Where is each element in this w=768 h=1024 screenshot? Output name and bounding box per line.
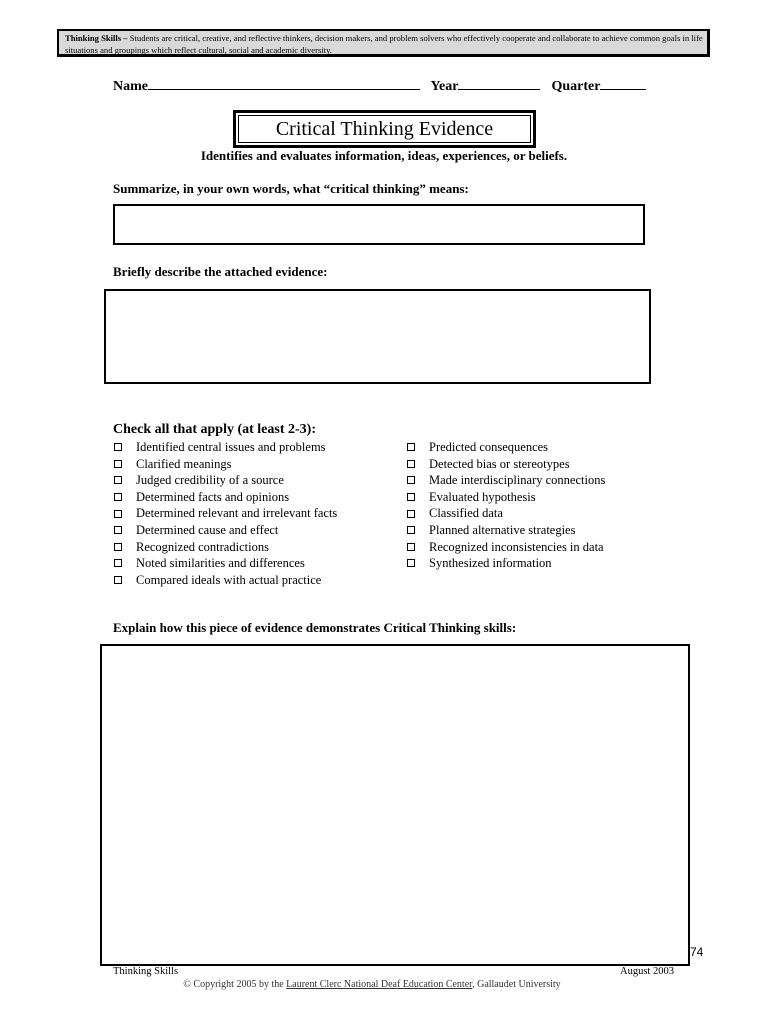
checklist-item[interactable] [406, 472, 605, 489]
checkbox-icon[interactable] [407, 443, 415, 451]
checklist-item-label: Determined facts and opinions [136, 489, 290, 504]
checklist-item-label: Noted similarities and differences [136, 556, 305, 571]
page-number: 74 [690, 945, 704, 959]
year-label: Year [430, 79, 459, 94]
checklist-item-label: Detected bias or stereotypes [429, 456, 570, 471]
checkbox-icon[interactable] [407, 510, 415, 518]
checkbox-icon[interactable] [407, 460, 415, 468]
year-field[interactable] [458, 76, 540, 90]
title-box [233, 110, 536, 148]
checklist-item[interactable] [113, 555, 337, 572]
checklist-item-label: Identified central issues and problems [136, 440, 326, 454]
checklist-item[interactable] [113, 439, 337, 456]
checklist-item-label: Recognized inconsistencies in data [429, 539, 604, 554]
banner-heading: Thinking Skills [65, 33, 122, 43]
checklist-item[interactable] [113, 522, 337, 539]
checklist-item-label: Predicted consequences [429, 440, 549, 454]
checklist-heading: Check all that apply (at least 2-3): [113, 422, 316, 437]
quarter-label: Quarter [551, 79, 601, 94]
checklist-item[interactable] [406, 539, 605, 556]
checkbox-icon[interactable] [407, 526, 415, 534]
checklist-item[interactable] [406, 456, 605, 473]
name-label: Name [113, 79, 148, 94]
checklist-item[interactable] [113, 489, 337, 506]
page-title: Critical Thinking Evidence [238, 115, 531, 143]
checklist-item-label: Planned alternative strategies [429, 522, 576, 537]
checklist-item[interactable] [113, 456, 337, 473]
checklist-item[interactable] [113, 572, 337, 589]
checklist-item[interactable] [406, 439, 605, 456]
checklist-item-label: Compared ideals with actual practice [136, 572, 322, 587]
checklist-item[interactable] [113, 472, 337, 489]
checkbox-icon[interactable] [114, 510, 122, 518]
checklist-item-label: Made interdisciplinary connections [429, 473, 606, 488]
checklist-item[interactable] [113, 505, 337, 522]
checklist-item[interactable] [406, 522, 605, 539]
checklist-item-label: Determined cause and effect [136, 522, 279, 537]
checklist-item[interactable] [406, 489, 605, 506]
banner-dash: – [121, 33, 130, 43]
checklist-item-label: Classified data [429, 506, 503, 521]
checklist-item-label: Evaluated hypothesis [429, 489, 536, 504]
checkbox-icon[interactable] [114, 443, 122, 451]
thinking-skills-banner [57, 29, 710, 57]
checklist-item-label: Synthesized information [429, 556, 552, 571]
banner-text: Students are critical, creative, and reflective thinkers, decision makers, and problem solvers who effectively cooperate and collaborate to achieve common goals in life situations and groupings which reflect cultural, social and academic diversity. [65, 33, 703, 55]
checklist-item-label: Judged credibility of a source [136, 473, 284, 488]
page-subtitle: Identifies and evaluates information, ideas, experiences, or beliefs. [200, 148, 568, 163]
checkbox-icon[interactable] [114, 559, 122, 567]
checklist-item[interactable] [406, 555, 605, 572]
copyright-suffix: , Gallaudet University [472, 979, 561, 990]
checkbox-icon[interactable] [114, 526, 122, 534]
quarter-field[interactable] [600, 76, 646, 90]
name-field[interactable] [148, 76, 420, 90]
footer-right: August 2003 [620, 966, 674, 977]
describe-answer-box[interactable] [104, 289, 651, 384]
checklist-right-column [406, 439, 605, 572]
describe-prompt: Briefly describe the attached evidence: [113, 264, 328, 279]
student-info-row [113, 76, 646, 95]
copyright-prefix: © Copyright 2005 by the [183, 979, 287, 990]
checkbox-icon[interactable] [114, 460, 122, 468]
checklist-item[interactable] [113, 539, 337, 556]
checkbox-icon[interactable] [114, 543, 122, 551]
checkbox-icon[interactable] [114, 476, 122, 484]
checklist-item-label: Recognized contradictions [136, 539, 269, 554]
explain-answer-box[interactable] [100, 644, 690, 966]
checkbox-icon[interactable] [114, 576, 122, 584]
checkbox-icon[interactable] [114, 493, 122, 501]
copyright-link[interactable]: Laurent Clerc National Deaf Education Center [286, 979, 473, 990]
checkbox-icon[interactable] [407, 543, 415, 551]
explain-prompt: Explain how this piece of evidence demonstrates Critical Thinking skills: [113, 620, 517, 635]
checkbox-icon[interactable] [407, 559, 415, 567]
checkbox-icon[interactable] [407, 493, 415, 501]
copyright-line [0, 979, 744, 990]
checklist-left-column [113, 439, 337, 588]
summarize-answer-box[interactable] [113, 204, 645, 245]
checklist-item[interactable] [406, 505, 605, 522]
footer-left: Thinking Skills [113, 966, 179, 977]
checklist-item-label: Determined relevant and irrelevant facts [136, 506, 338, 521]
summarize-prompt: Summarize, in your own words, what “critical thinking” means: [113, 181, 469, 196]
checklist-item-label: Clarified meanings [136, 456, 232, 471]
checkbox-icon[interactable] [407, 476, 415, 484]
